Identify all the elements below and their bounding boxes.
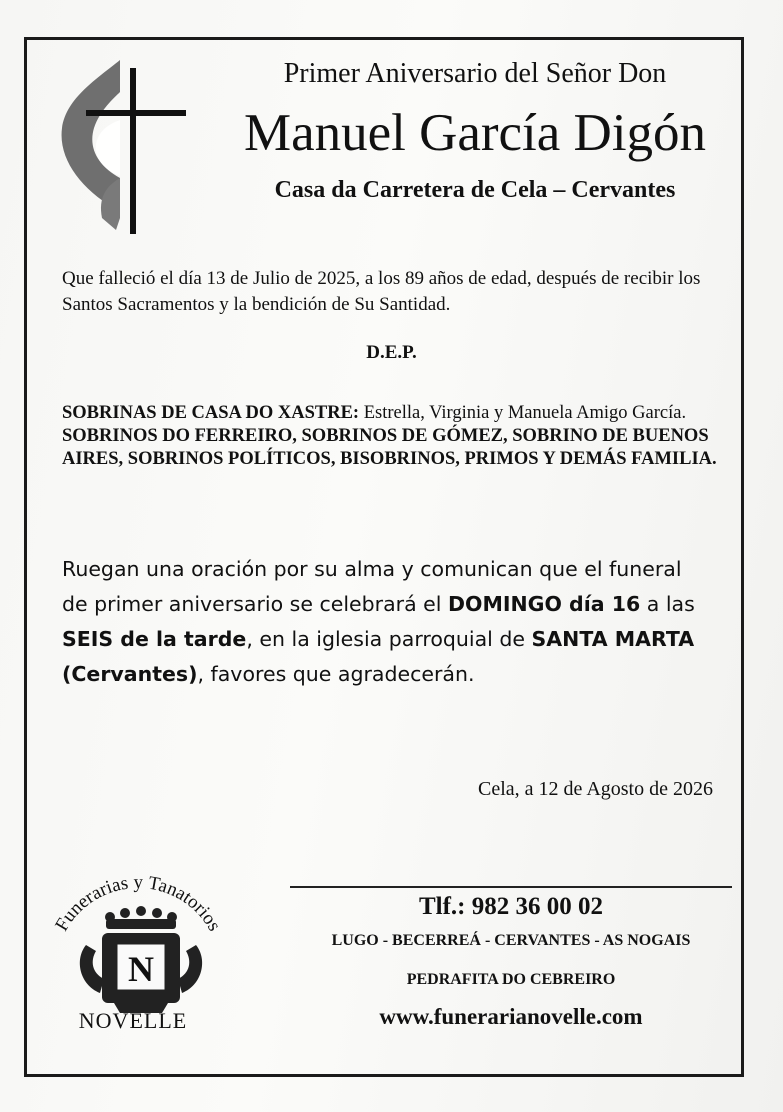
funeral-time: SEIS de la tarde [62,627,247,651]
nieces-label: SOBRINAS DE CASA DO XASTRE: [62,403,360,423]
prayer-text-4: , favores que agradecerán. [197,662,475,686]
funeral-home-name: NOVELLE [78,1008,188,1033]
locations-line-1: LUGO - BECERREÁ - CERVANTES - AS NOGAIS [331,932,691,949]
other-relatives: SOBRINOS DO FERREIRO, SOBRINOS DE GÓMEZ, SOBRINO DE BUENOS AIRES, SOBRINOS POLÍTICOS, BISOBRINOS, PRIMOS Y DEMÁS FAMILIA. [62,426,717,469]
cross-flame-icon [58,58,188,238]
emblem-letter: N [128,949,154,989]
prayer-text-3: , en la iglesia parroquial de [246,627,532,651]
family-list [62,402,722,471]
funeral-date: DOMINGO día 16 [448,592,641,616]
anniversary-heading: Primer Aniversario del Señor Don [283,58,667,89]
phone-number: Tlf.: 982 36 00 02 [418,893,604,920]
funeral-announcement [62,552,712,692]
website-link[interactable]: www.funerarianovelle.com [379,1004,643,1029]
nieces-names: Estrella, Virginia y Manuela Amigo García. [359,403,687,423]
place-date: Cela, a 12 de Agosto de 2026 [478,778,713,800]
prayer-text-1: Ruegan una oración por su alma y comunican que el funeral de primer aniversario se celebrará el [62,557,682,616]
footer-divider [290,886,732,888]
deceased-name: Manuel García Digón [243,104,707,162]
dep-text: D.E.P. [366,342,417,363]
church-name: SANTA MARTA (Cervantes) [62,627,695,686]
prayer-text-2: a las [640,592,695,616]
death-notice-text: Que falleció el día 13 de Julio de 2025, a los 89 años de edad, después de recibir los Santos Sacramentos y la bendición de Su Santidad. [62,268,701,315]
emblem-arc-text: Funerarias y Tanatorios [51,875,225,935]
locations-line-2: PEDRAFITA DO CEBREIRO [406,971,616,988]
deceased-home: Casa da Carretera de Cela – Cervantes [274,177,676,203]
